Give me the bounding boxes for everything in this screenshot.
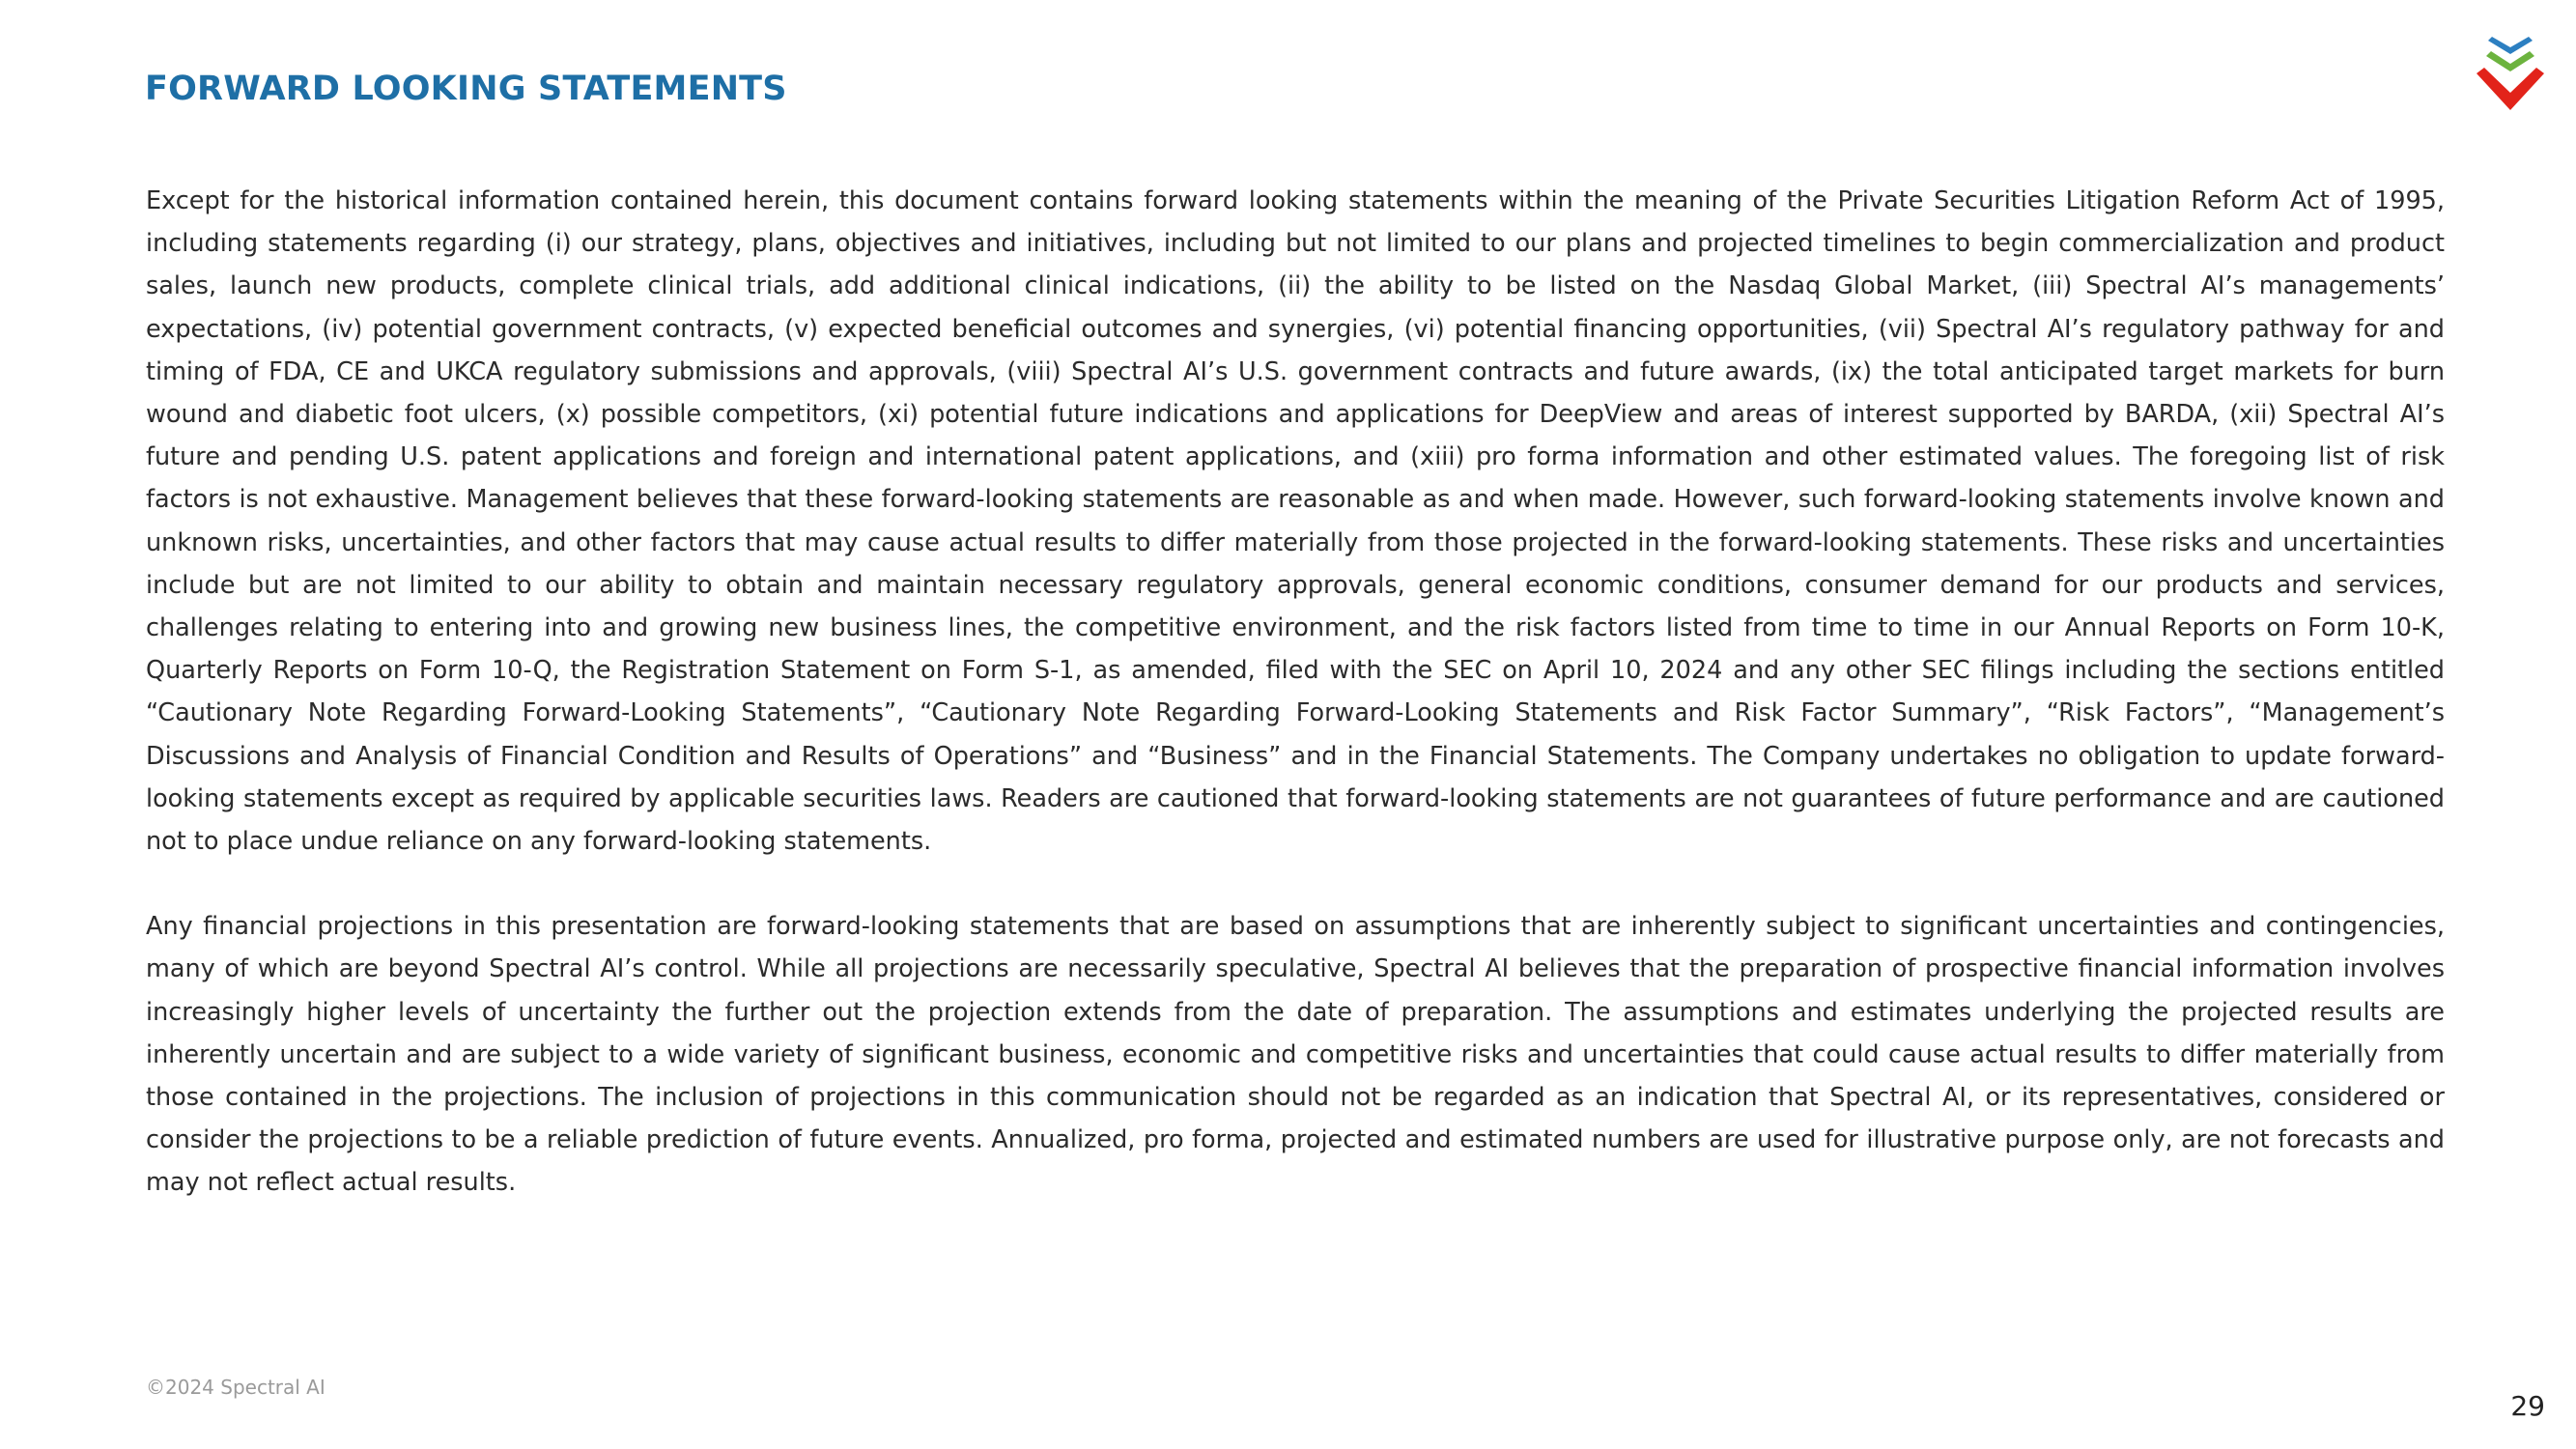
logo-chevron-bottom (2477, 68, 2544, 110)
page-number: 29 (2510, 1390, 2545, 1422)
forward-looking-statements-body (146, 180, 2445, 1205)
logo-chevron-top (2488, 37, 2533, 54)
chevron-logo-graphic (2475, 37, 2546, 112)
projections-paragraph: Any financial projections in this presentation are forward-looking statements that are based on assumptions that are inherently subject to significant uncertainties and contingencies, many of which are beyond Spectral AI’s control. While all projections are necessarily speculative, Spectral AI believes that the preparation of prospective financial information involves increasingly higher levels of uncertainty the further out the projection extends from the date of preparation. The assumptions and estimates underlying the projected results are inherently uncertain and are subject to a wide variety of significant business, economic and competitive risks and uncertainties that could cause actual results to differ materially from those contained in the projections. The inclusion of projections in this communication should not be regarded as an indication that Spectral AI, or its representatives, considered or consider the projections to be a reliable prediction of future events. Annualized, pro forma, projected and estimated numbers are used for illustrative purpose only, are not forecasts and may not reflect actual results. (146, 912, 2445, 1198)
copyright-notice: ©2024 Spectral AI (146, 1376, 326, 1399)
statement-paragraph: Except for the historical information contained herein, this document contains forward looking statements within the meaning of the Private Securities Litigation Reform Act of 1995, including statements regarding (i) our strategy, plans, objectives and initiatives, including but not limited to our plans and projected timelines to begin commercialization and product sales, launch new products, complete clinical trials, add additional clinical indications, (ii) the ability to be listed on the Nasdaq Global Market, (iii) Spectral AI’s managements’ expectations, (iv) potential government contracts, (v) expected beneficial outcomes and synergies, (vi) potential financing opportunities, (vii) Spectral AI’s regulatory pathway for and timing of FDA, CE and UKCA regulatory submissions and approvals, (viii) Spectral AI’s U.S. government contracts and future awards, (ix) the total anticipated target markets for burn wound and diabetic foot ulcers, (x) possible competitors, (xi) potential future indications and applications for DeepView and areas of interest supported by BARDA, (xii) Spectral AI’s future and pending U.S. patent applications and foreign and international patent applications, and (xiii) pro forma information and other estimated values. The foregoing list of risk factors is not exhaustive. Management believes that these forward-looking statements are reasonable as and when made. However, such forward-looking statements involve known and unknown risks, uncertainties, and other factors that may cause actual results to differ materially from those projected in the forward-looking statements. These risks and uncertainties include but are not limited to our ability to obtain and maintain necessary regulatory approvals, general economic conditions, consumer demand for our products and services, challenges relating to entering into and growing new business lines, the competitive environment, and the risk factors listed from time to time in our Annual Reports on Form 10-K, Quarterly Reports on Form 10-Q, the Registration Statement on Form S-1, as amended, filed with the SEC on April 10, 2024 and any other SEC filings including the sections entitled “Cautionary Note Regarding Forward-Looking Statements”, “Cautionary Note Regarding Forward-Looking Statements and Risk Factor Summary”, “Risk Factors”, “Management’s Discussions and Analysis of Financial Condition and Results of Operations” and “Business” and in the Financial Statements. The Company undertakes no obligation to update forward-looking statements except as required by applicable securities laws. Readers are cautioned that forward-looking statements are not guarantees of future performance and are cautioned not to place undue reliance on any forward-looking statements. (146, 186, 2445, 857)
logo-chevron-middle (2486, 51, 2534, 71)
slide-title: FORWARD LOOKING STATEMENTS (145, 70, 787, 108)
spectral-ai-logo-icon (2475, 37, 2546, 112)
